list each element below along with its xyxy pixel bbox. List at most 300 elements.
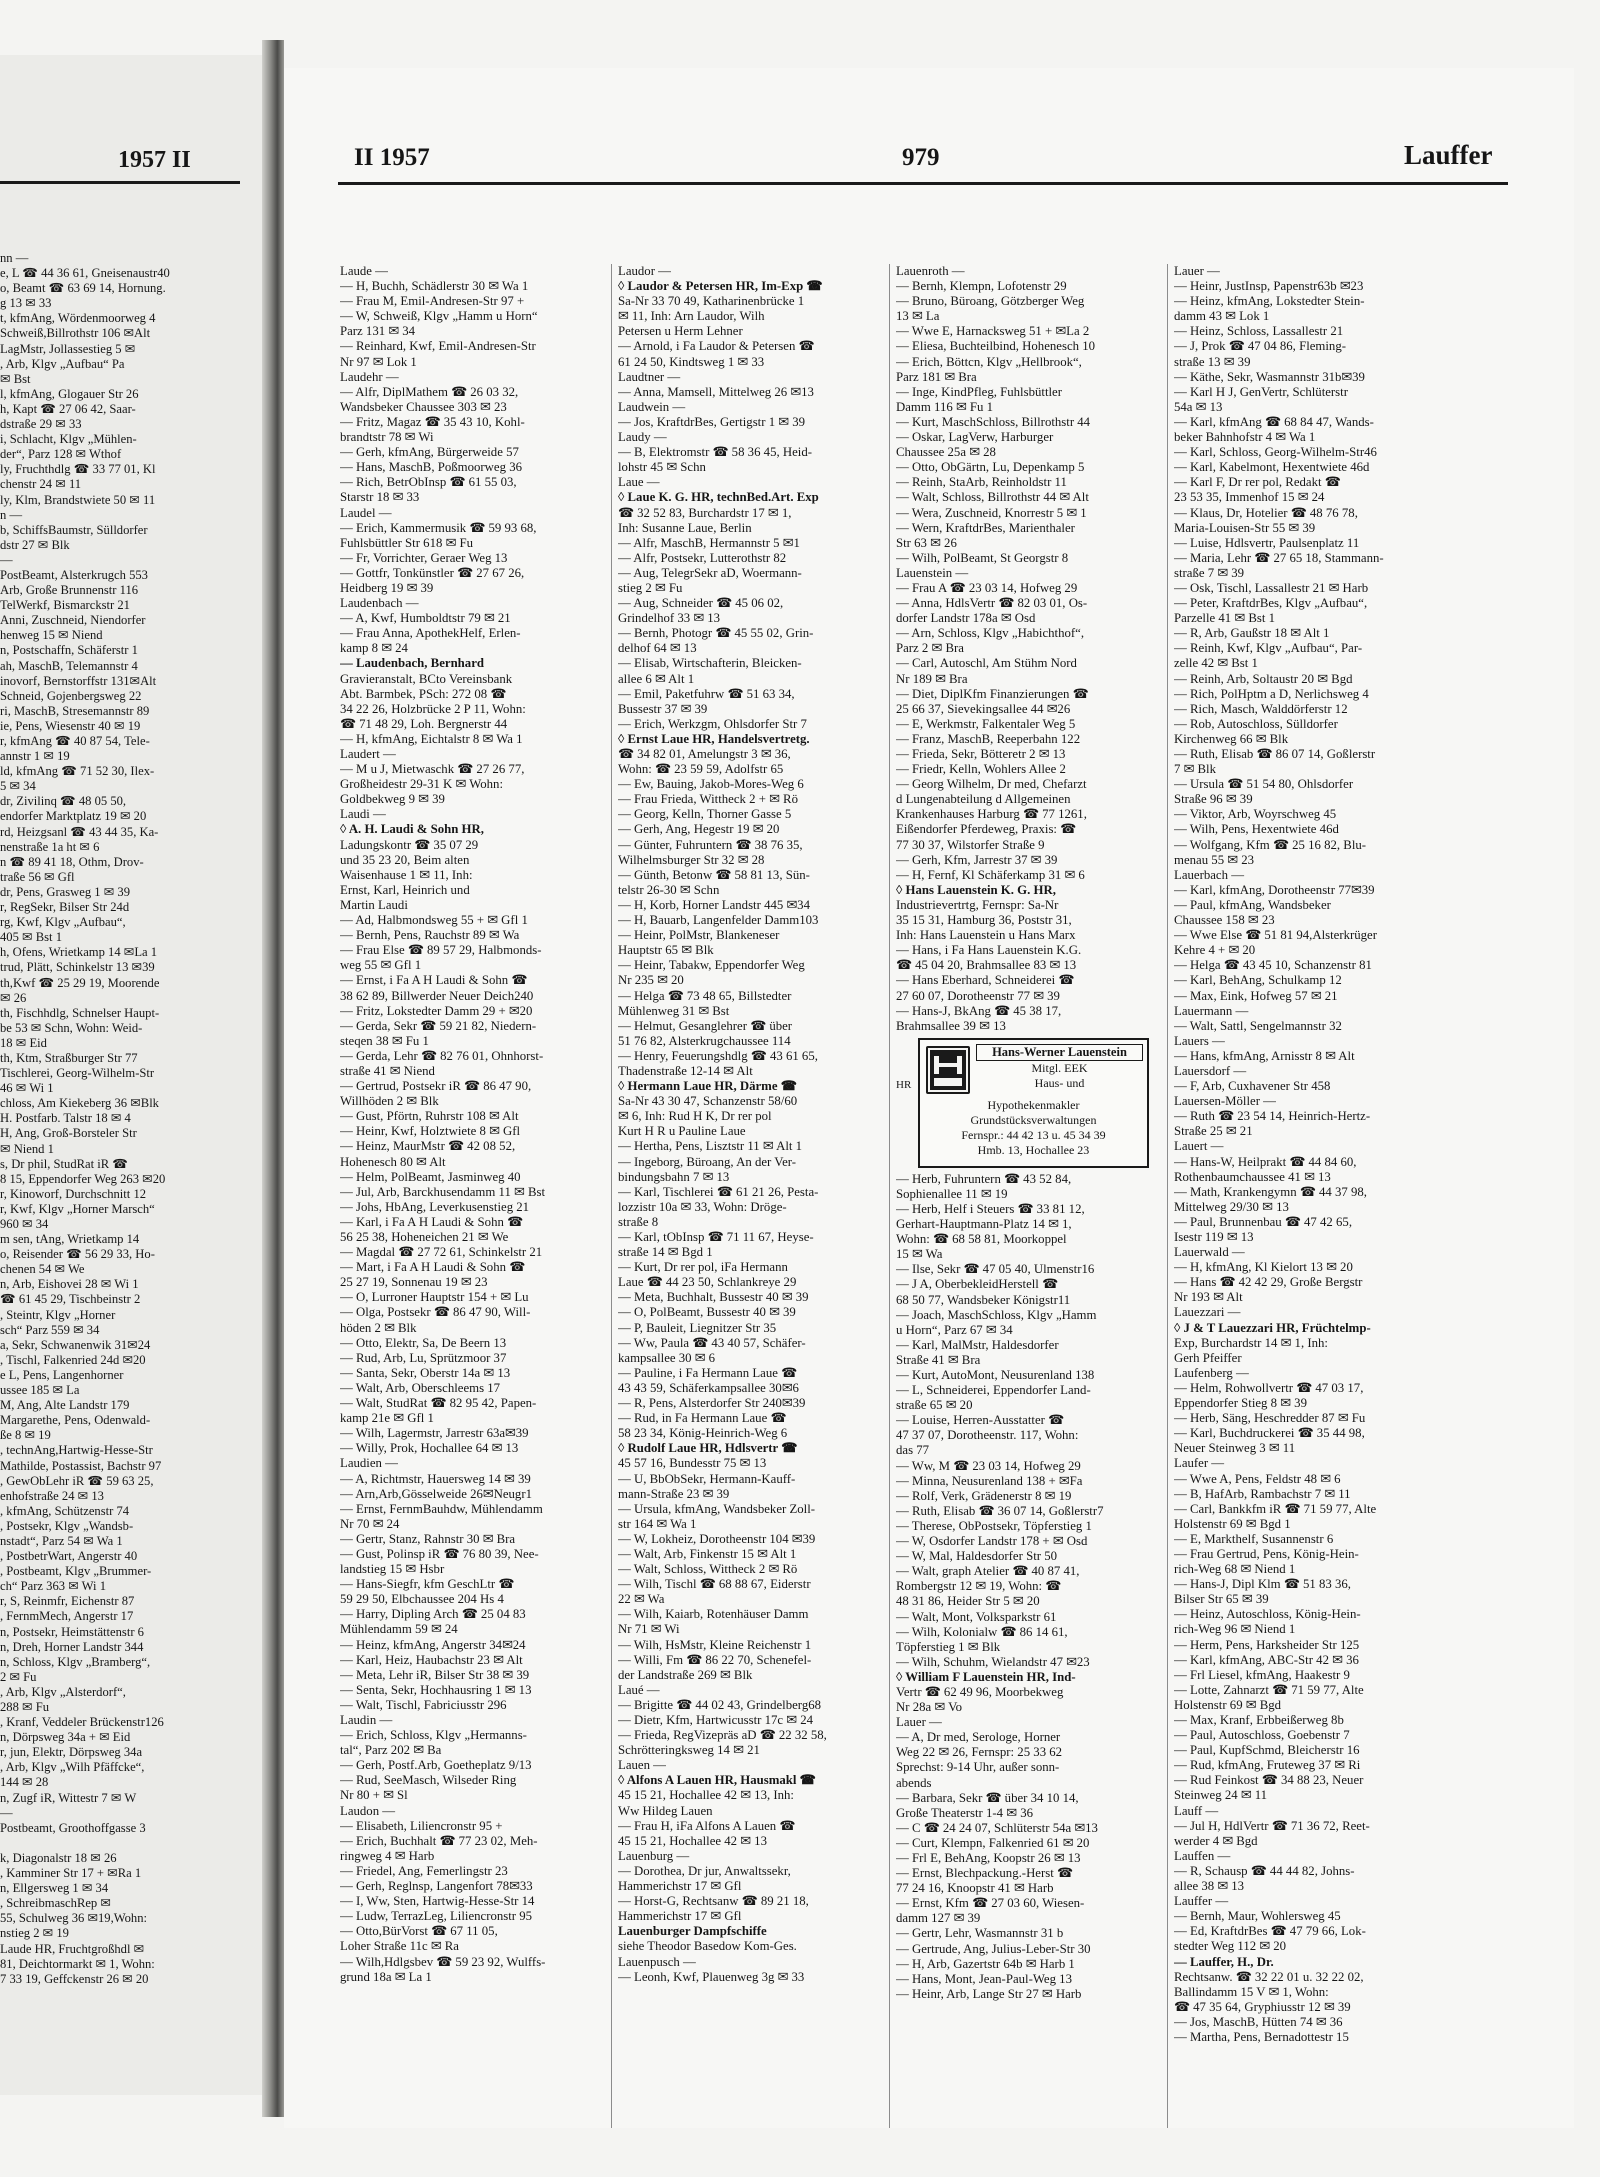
directory-entry-line: — Karl, Heiz, Haubachstr 23 ✉ Alt <box>340 1652 523 1667</box>
directory-entry-line: , Arb, Klgv „Alsterdorf“, <box>0 1684 126 1699</box>
directory-entry-line: — Dietr, Kfm, Hartwicusstr 17c ✉ 24 <box>618 1713 814 1727</box>
directory-entry-line: — Ruth, Elisab ☎ 36 07 14, Goßlerstr7 <box>896 1503 1104 1518</box>
directory-entry-line: — Joach, MaschSchloss, Klgv „Hamm <box>896 1307 1097 1322</box>
directory-entry-line: e L, Pens, Langenhorner <box>0 1367 124 1382</box>
directory-entry-line: th, Ktm, Straßburger Str 77 <box>0 1050 138 1065</box>
directory-entry-line: — Elisab, Wirtschafterin, Bleicken- <box>618 656 802 671</box>
directory-entry-line: 35 15 31, Hamburg 36, Poststr 31, <box>896 913 1072 928</box>
directory-entry-line: — Heinz, Schloss, Lassallestr 21 <box>1174 324 1344 339</box>
directory-entry-line: ✉ Niend 1 <box>0 1141 54 1156</box>
column-3-entries-top <box>896 264 1158 1034</box>
directory-entry-line: ly, Fruchthdlg ☎ 33 77 01, Kl <box>0 462 156 477</box>
directory-entry-line: ie, Pens, Wiesenstr 40 ✉ 19 <box>0 718 141 733</box>
directory-entry-line: tal“, Parz 202 ✉ Ba <box>340 1743 442 1758</box>
directory-entry-line: — W, Osdorfer Landstr 178 + ✉ Osd <box>896 1534 1088 1549</box>
directory-entry-line: — Senta, Sekr, Hochhausring 1 ✉ 13 <box>340 1682 532 1697</box>
directory-entry-line: — Wera, Zuschneid, Knorrestr 5 ✉ 1 <box>896 505 1087 520</box>
directory-entry-line: — Frau Anna, ApothekHelf, Erlen- <box>340 626 521 641</box>
page-number: 979 <box>902 144 940 171</box>
directory-entry-line: Laude — <box>340 264 388 278</box>
directory-entry-line: — Diet, DiplKfm Finanzierungen ☎ <box>896 686 1089 701</box>
directory-entry-line: Nr 97 ✉ Lok 1 <box>340 354 417 369</box>
directory-entry-line: — Heinr, PolMstr, Blankeneser <box>618 928 780 943</box>
directory-entry-line: — Rolf, Verk, Grädenerstr 8 ✉ 19 <box>896 1488 1072 1503</box>
directory-entry-line: — Frl Liesel, kfmAng, Haakestr 9 <box>1174 1667 1350 1682</box>
directory-entry-line: ◊ Laudor & Petersen HR, Im-Exp ☎ <box>618 279 823 294</box>
directory-entry-line: ✉ Bst <box>0 371 31 386</box>
directory-entry-line: — H, Buchh, Schädlerstr 30 ✉ Wa 1 <box>340 279 529 294</box>
directory-entry-line: ☎ 32 52 83, Burchardstr 17 ✉ 1, <box>618 505 792 520</box>
directory-entry-line: nstieg 2 ✉ 19 <box>0 1926 69 1941</box>
directory-entry-line: — O, Lurroner Hauptstr 154 + ✉ Lu <box>340 1290 529 1305</box>
directory-entry-line: — Heinr, JustInsp, Papenstr63b ✉23 <box>1174 279 1364 294</box>
directory-entry-line: — Gerda, Sekr ☎ 59 21 82, Niedern- <box>340 1018 537 1033</box>
directory-entry-line: — Luise, Hdlsvertr, Paulsenplatz 11 <box>1174 535 1360 550</box>
directory-entry-line: ◊ Hans Lauenstein K. G. HR, <box>896 882 1056 897</box>
directory-entry-line: 68 50 77, Wandsbeker Königstr11 <box>896 1292 1071 1307</box>
directory-entry-line: — Bernh, Photogr ☎ 45 55 02, Grin- <box>618 626 814 641</box>
directory-entry-line: Nr 193 ✉ Alt <box>1174 1290 1243 1305</box>
directory-entry-line: — Osk, Tischl, Lassallestr 21 ✉ Harb <box>1174 580 1369 595</box>
directory-entry-line: 48 31 86, Heider Str 5 ✉ 20 <box>896 1594 1040 1609</box>
directory-entry-line: t, kfmAng, Wördenmoorweg 4 <box>0 311 156 326</box>
directory-entry-line: 288 ✉ Fu <box>0 1700 50 1714</box>
directory-entry-line: — Günth, Betonw ☎ 58 81 13, Sün- <box>618 867 810 882</box>
directory-entry-line: — Walt, StudRat ☎ 82 95 42, Papen- <box>340 1396 537 1411</box>
directory-entry-line: — Gust, Pförtn, Ruhrstr 108 ✉ Alt <box>340 1109 519 1124</box>
directory-entry-line: — Rich, BetrObInsp ☎ 61 55 03, <box>340 475 517 490</box>
directory-entry-line: — Karl, Schloss, Georg-Wilhelm-Str46 <box>1174 445 1377 460</box>
directory-entry-line: — Walt, Sattl, Sengelmannstr 32 <box>1174 1018 1342 1033</box>
directory-entry-line: Laudel — <box>340 505 392 520</box>
directory-entry-line: — Gertr, Lehr, Wasmannstr 31 b <box>896 1926 1064 1941</box>
directory-entry-line: — Rud Feinkost ☎ 34 88 23, Neuer <box>1174 1773 1364 1788</box>
directory-entry-line: — Heinr, Kwf, Holztwiete 8 ✉ Gfl <box>340 1124 521 1139</box>
directory-entry-line: Laue — <box>618 475 660 490</box>
directory-entry-line: Straße 41 ✉ Bra <box>896 1352 981 1367</box>
directory-entry-line: — Wilh, Kolonialw ☎ 86 14 61, <box>896 1624 1068 1639</box>
directory-entry-line: abends <box>896 1775 932 1790</box>
directory-entry-line: Nr 70 ✉ 24 <box>340 1516 400 1531</box>
directory-entry-line: rich-Weg 96 ✉ Niend 1 <box>1174 1622 1296 1637</box>
directory-entry-line: — Rud, SeeMasch, Wilseder Ring <box>340 1773 517 1788</box>
directory-entry-line: dstr 27 ✉ Blk <box>0 537 70 552</box>
directory-entry-line: — Karl, BehAng, Schulkamp 12 <box>1174 973 1342 988</box>
directory-entry-line: Ballindamm 15 V ✉ 1, Wohn: <box>1174 1984 1329 1999</box>
directory-entry-line: — Magdal ☎ 27 72 61, Schinkelstr 21 <box>340 1245 543 1260</box>
directory-entry-line: Nr 80 + ✉ Sl <box>340 1788 408 1803</box>
realtor-logo-icon <box>926 1046 970 1094</box>
directory-entry-line: steqen 38 ✉ Fu 1 <box>340 1033 429 1048</box>
directory-entry-line: Goldbekweg 9 ✉ 39 <box>340 792 445 807</box>
directory-entry-line: ri, MaschB, Stresemannstr 89 <box>0 703 150 718</box>
directory-entry-line: PostBeamt, Alsterkrugch 553 <box>0 567 148 582</box>
directory-entry-line: — Wilh, Schuhm, Wielandstr 47 ✉23 <box>896 1654 1090 1669</box>
column-divider <box>889 264 890 2128</box>
directory-entry-line: — Kurt, Dr rer pol, iFa Hermann <box>618 1260 788 1275</box>
directory-entry-line: — Willy, Prok, Hochallee 64 ✉ 13 <box>340 1441 519 1456</box>
directory-entry-line: — Helmut, Gesanglehrer ☎ über <box>618 1018 793 1033</box>
directory-entry-line: — Helm, PolBeamt, Jasminweg 40 <box>340 1169 521 1184</box>
directory-entry-line: Damm 116 ✉ Fu 1 <box>896 399 993 414</box>
directory-entry-line: — Kurt, MaschSchloss, Billrothstr 44 <box>896 414 1091 429</box>
directory-entry-line: Str 63 ✉ 26 <box>896 535 957 550</box>
directory-entry-line: Lauenroth — <box>896 264 965 278</box>
directory-entry-line: th,Kwf ☎ 25 29 19, Moorende <box>0 975 160 990</box>
directory-entry-line: — Karl, i Fa A H Laudi & Sohn ☎ <box>340 1214 524 1229</box>
directory-entry-line: — Wilh, HsMstr, Kleine Reichenstr 1 <box>618 1637 812 1652</box>
directory-entry-line: ◊ Hermann Laue HR, Därme ☎ <box>618 1079 797 1094</box>
directory-entry-line: — Wilh, Tischl ☎ 68 88 67, Eiderstr <box>618 1577 811 1592</box>
directory-entry-line: — Alfr, MaschB, Hermannstr 5 ✉1 <box>618 535 800 550</box>
directory-entry-line: dr, Zivilinq ☎ 48 05 50, <box>0 794 127 809</box>
directory-entry-line: straße 8 <box>618 1214 659 1229</box>
directory-entry-line: — Jos, MaschB, Hütten 74 ✉ 36 <box>1174 2014 1343 2029</box>
directory-entry-line: — R, Pens, Alsterdorfer Str 240✉39 <box>618 1396 806 1411</box>
directory-entry-line: Hohenesch 80 ✉ Alt <box>340 1154 446 1169</box>
directory-entry-line: Lauffer — <box>1174 1894 1229 1909</box>
directory-entry-line: — Rud, kfmAng, Fruteweg 37 ✉ Ri <box>1174 1758 1361 1773</box>
directory-entry-line: Nr 189 ✉ Bra <box>896 671 968 686</box>
directory-entry-line: straße 7 ✉ 39 <box>1174 565 1245 580</box>
directory-entry-line: Steinweg 24 ✉ 11 <box>1174 1788 1268 1803</box>
directory-entry-line: , GewObLehr iR ☎ 59 63 25, <box>0 1473 154 1488</box>
directory-entry-line: Lauers — <box>1174 1033 1225 1048</box>
directory-entry-line: Lauezzari — <box>1174 1305 1241 1320</box>
directory-entry-line: 7 ✉ Blk <box>1174 762 1217 777</box>
directory-entry-line: — Max, Kranf, Erbbeißerweg 8b <box>1174 1713 1344 1727</box>
directory-entry-line: Kehre 4 + ✉ 20 <box>1174 943 1256 958</box>
directory-entry-line: Laudi — <box>340 807 386 822</box>
directory-entry-line: — W, Lokheiz, Dorotheenstr 104 ✉39 <box>618 1531 816 1546</box>
directory-entry-line: Laue ☎ 44 23 50, Schlankreye 29 <box>618 1275 797 1290</box>
directory-entry-line: , kfmAng, Schützenstr 74 <box>0 1503 130 1518</box>
directory-entry-line: ☎ 71 48 29, Loh. Bergnerstr 44 <box>340 716 508 731</box>
directory-entry-line: — Carl, Autoschl, Am Stühm Nord <box>896 656 1077 671</box>
directory-entry-line: n, Dörpsweg 34a + ✉ Eid <box>0 1730 131 1745</box>
directory-entry-line: — Hans-Siegfr, kfm GeschLtr ☎ <box>340 1577 515 1592</box>
directory-entry-line: siehe Theodor Basedow Kom-Ges. <box>618 1939 797 1954</box>
directory-entry-line: Ww Hildeg Lauen <box>618 1803 713 1818</box>
directory-entry-line: — Ed, KraftdrBes ☎ 47 79 66, Lok- <box>1174 1924 1366 1939</box>
directory-entry-line: — Hans, kfmAng, Arnisstr 8 ✉ Alt <box>1174 1048 1355 1063</box>
directory-entry-line: H, Ang, Groß-Borsteler Str <box>0 1126 137 1141</box>
directory-entry-line: kampsallee 30 ✉ 6 <box>618 1350 716 1365</box>
directory-entry-line: Laufer — <box>1174 1456 1225 1471</box>
directory-entry-line: delhof 64 ✉ 13 <box>618 641 697 656</box>
directory-entry-line: — Kurt, AutoMont, Neusurenland 138 <box>896 1368 1095 1382</box>
directory-entry-line: h, Kapt ☎ 27 06 42, Saar- <box>0 401 136 416</box>
directory-entry-line: n, Schloss, Klgv „Bramberg“, <box>0 1654 151 1669</box>
directory-entry-line: — Bernh, Klempn, Lofotenstr 29 <box>896 279 1067 294</box>
directory-entry-line: 405 ✉ Bst 1 <box>0 930 62 945</box>
directory-entry-line: — Heinr, Arb, Lange Str 27 ✉ Harb <box>896 1986 1082 2001</box>
directory-entry-line: — Willi, Fm ☎ 86 22 70, Schenefel- <box>618 1652 812 1667</box>
directory-entry-line: — P, Bauleit, Liegnitzer Str 35 <box>618 1320 777 1335</box>
directory-entry-line: H. Postfarb. Talstr 18 ✉ 4 <box>0 1111 131 1126</box>
directory-entry-line: Weg 22 ✉ 26, Fernspr: 25 33 62 <box>896 1745 1063 1760</box>
directory-entry-line: nstadt“, Parz 54 ✉ Wa 1 <box>0 1533 123 1548</box>
directory-entry-line: Bilser Str 65 ✉ 39 <box>1174 1592 1269 1607</box>
directory-entry-line: ✉ 6, Inh: Rud H K, Dr rer pol <box>618 1109 772 1124</box>
directory-entry-line: — F, Arb, Cuxhavener Str 458 <box>1174 1079 1331 1094</box>
directory-entry-line: Lauer — <box>896 1715 942 1730</box>
column-divider <box>611 264 612 2128</box>
directory-entry-line: — Ww, Paula ☎ 43 40 57, Schäfer- <box>618 1335 806 1350</box>
directory-entry-line: — Hans, i Fa Hans Lauenstein K.G. <box>896 943 1082 958</box>
directory-entry-line: — Otto,BürVorst ☎ 67 11 05, <box>340 1924 498 1939</box>
directory-entry-line: — Peter, KraftdrBes, Klgv „Aufbau“, <box>1174 596 1368 611</box>
directory-entry-line: — Wilh, Pens, Hexentwiete 46d <box>1174 822 1339 837</box>
directory-entry-line: Anni, Zuschneid, Niendorfer <box>0 613 146 628</box>
directory-entry-line: be 53 ✉ Schn, Wohn: Weid- <box>0 1020 143 1035</box>
directory-entry-line: 23 53 35, Immenhof 15 ✉ 24 <box>1174 490 1325 505</box>
column-divider <box>1167 264 1168 2128</box>
directory-entry-line: , Postbeamt, Klgv „Brummer- <box>0 1564 152 1579</box>
directory-entry-line: Laudin — <box>340 1713 393 1727</box>
directory-entry-line: — Arn, Schloss, Klgv „Habichthof“, <box>896 626 1085 641</box>
directory-entry-line: Nr 71 ✉ Wi <box>618 1622 680 1637</box>
directory-entry-line: — Jul H, HdlVertr ☎ 71 36 72, Reet- <box>1174 1818 1370 1833</box>
directory-entry-line: — Rud, in Fa Hermann Laue ☎ <box>618 1411 787 1426</box>
directory-entry-line: — Erich, Schloss, Klgv „Hermanns- <box>340 1728 527 1743</box>
directory-entry-line: dstraße 29 ✉ 33 <box>0 417 82 432</box>
directory-entry-line: — Alfr, DiplMathem ☎ 26 03 32, <box>340 384 519 399</box>
directory-entry-line: brandtstr 78 ✉ Wi <box>340 430 434 445</box>
directory-entry-line: — Hans ☎ 42 42 29, Große Bergstr <box>1174 1275 1363 1290</box>
directory-entry-line: trud, Plätt, Schinkelstr 13 ✉39 <box>0 960 155 975</box>
directory-entry-line: — Reinh, Arb, Soltaustr 20 ✉ Bgd <box>1174 671 1353 686</box>
directory-entry-line: — Louise, Herren-Ausstatter ☎ <box>896 1413 1065 1428</box>
right-page <box>284 68 1574 2128</box>
directory-entry-line: n, Ellgersweg 1 ✉ 34 <box>0 1881 109 1896</box>
directory-entry-line: Maria-Louisen-Str 55 ✉ 39 <box>1174 520 1316 535</box>
directory-entry-line <box>0 1836 250 1851</box>
directory-entry-line: — Frau M, Emil-Andresen-Str 97 + <box>340 294 525 309</box>
directory-entry-line: Rombergstr 12 ✉ 19, Wohn: ☎ <box>896 1579 1062 1594</box>
directory-entry-line: Rothenbaumchaussee 41 ✉ 13 <box>1174 1169 1331 1184</box>
directory-entry-line: — Paul, Autoschloss, Goebenstr 7 <box>1174 1728 1350 1743</box>
directory-entry-line: Parzelle 41 ✉ Bst 1 <box>1174 611 1275 626</box>
directory-entry-line: lozzistr 10a ✉ 33, Wohn: Dröge- <box>618 1199 787 1214</box>
ad-line-3: Hypothekenmakler <box>987 1097 1080 1112</box>
directory-entry-line: menau 55 ✉ 23 <box>1174 852 1255 867</box>
directory-entry-line: — Hans, Mont, Jean-Paul-Weg 13 <box>896 1971 1072 1986</box>
book-gutter <box>262 40 284 2117</box>
directory-entry-line: Gravieranstalt, BCto Vereinsbank <box>340 671 513 686</box>
directory-entry-line: Lauffen — <box>1174 1848 1231 1863</box>
ad-line-1: Mitgl. EEK <box>1031 1060 1088 1075</box>
directory-entry-line: — Erich, Kammermusik ☎ 59 93 68, <box>340 520 537 535</box>
directory-entry-line: — Helm, Rohwollvertr ☎ 47 03 17, <box>1174 1380 1364 1395</box>
directory-entry-line: und 35 23 20, Beim alten <box>340 852 470 867</box>
directory-entry-line: h, Ofens, Wrietkamp 14 ✉La 1 <box>0 945 158 960</box>
directory-entry-line: — Gertr, Stanz, Rahnstr 30 ✉ Bra <box>340 1531 516 1546</box>
directory-entry-line: — Walt, graph Atelier ☎ 40 87 41, <box>896 1564 1080 1579</box>
directory-entry-line: n — <box>0 507 23 522</box>
directory-column-4 <box>1174 264 1446 2128</box>
directory-entry-line: — Wwe E, Harnacksweg 51 + ✉La 2 <box>896 324 1090 339</box>
directory-entry-line: , Arb, Klgv „Wilh Pfäffcke“, <box>0 1760 145 1775</box>
directory-entry-line: u Horn“, Parz 67 ✉ 34 <box>896 1322 1013 1337</box>
directory-entry-line: nenstraße 1a ht ✉ 6 <box>0 839 100 854</box>
directory-entry-line: — Rud, Arb, Lu, Sprützmoor 37 <box>340 1350 507 1365</box>
directory-entry-line: Willhöden 2 ✉ Blk <box>340 1094 439 1109</box>
directory-entry-line: 144 ✉ 28 <box>0 1775 49 1790</box>
directory-entry-line: — Frau Gertrud, Pens, König-Hein- <box>1174 1546 1359 1561</box>
directory-entry-line: — H, Arb, Gazertstr 64b ✉ Harb 1 <box>896 1956 1075 1971</box>
directory-entry-line: — Heinz, Autoschloss, König-Hein- <box>1174 1607 1361 1622</box>
directory-entry-line: — Hertha, Pens, Lisztstr 11 ✉ Alt 1 <box>618 1139 803 1154</box>
directory-entry-line: — Gerh, Postf.Arb, Goetheplatz 9/13 <box>340 1758 532 1773</box>
directory-entry-line: henweg 15 ✉ Niend <box>0 628 103 643</box>
directory-entry-line: — Inge, KindPfleg, Fuhlsbüttler <box>896 384 1062 399</box>
directory-entry-line: Postbeamt, Groothoffgasse 3 <box>0 1820 146 1835</box>
directory-entry-line: 8 15, Eppendorfer Weg 263 ✉20 <box>0 1171 166 1186</box>
ad-title: Hans-Werner Lauenstein <box>976 1044 1143 1061</box>
directory-entry-line: r, RegSekr, Bilser Str 24d <box>0 900 130 915</box>
directory-entry-line: Lauersdorf — <box>1174 1063 1247 1078</box>
directory-entry-line: Straße 96 ✉ 39 <box>1174 792 1253 807</box>
directory-entry-line: 81, Deichtormarkt ✉ 1, Wohn: <box>0 1956 155 1971</box>
directory-entry-line: — Frau A ☎ 23 03 14, Hofweg 29 <box>896 580 1078 595</box>
directory-column-2 <box>618 264 880 2128</box>
column-3-entries-bottom <box>896 1172 1158 2002</box>
directory-entry-line: — Fritz, Magaz ☎ 35 43 10, Kohl- <box>340 414 525 429</box>
directory-entry-line: — Henry, Feuerungshdlg ☎ 43 61 65, <box>618 1048 818 1063</box>
directory-entry-line: k, Diagonalstr 18 ✉ 26 <box>0 1850 117 1865</box>
directory-entry-line: Industrievertrtg, Fernspr: Sa-Nr <box>896 897 1059 912</box>
directory-entry-line: Töpferstieg 1 ✉ Blk <box>896 1639 1001 1654</box>
directory-entry-line: — Wern, KraftdrBes, Marienthaler <box>896 520 1075 535</box>
directory-entry-line: straße 65 ✉ 20 <box>896 1398 973 1413</box>
directory-entry-line: — Karl, kfmAng, Dorotheenstr 77✉39 <box>1174 882 1375 897</box>
directory-entry-line: Wilhelmsburger Str 32 ✉ 28 <box>618 852 765 867</box>
directory-entry-line: — Wilh, PolBeamt, St Georgstr 8 <box>896 550 1069 565</box>
directory-entry-line: Lauert — <box>1174 1139 1224 1154</box>
directory-entry-line: — Lotte, Zahnarzt ☎ 71 59 77, Alte <box>1174 1682 1364 1697</box>
directory-entry-line: , PostbetrWart, Angerstr 40 <box>0 1549 138 1564</box>
directory-entry-line: 25 66 37, Sievekingsallee 44 ✉26 <box>896 701 1071 716</box>
directory-entry-line: Mittelweg 29/30 ✉ 13 <box>1174 1199 1289 1214</box>
directory-entry-line: — Math, Krankengymn ☎ 44 37 98, <box>1174 1184 1367 1199</box>
directory-entry-line: der“, Parz 128 ✉ Wthof <box>0 447 122 462</box>
directory-entry-line: l, kfmAng, Glogauer Str 26 <box>0 386 139 401</box>
directory-entry-line: Laudwein — <box>618 399 686 414</box>
directory-entry-line: Chaussee 25a ✉ 28 <box>896 445 996 460</box>
directory-entry-line: — W, Schweiß, Klgv „Hamm u Horn“ <box>340 309 538 324</box>
directory-entry-line: 15 ✉ Wa <box>896 1247 943 1262</box>
directory-entry-line: — Karl, kfmAng ☎ 68 84 47, Wands- <box>1174 414 1374 429</box>
directory-entry-line: ✉ 11, Inh: Arn Laudor, Wilh <box>618 309 765 324</box>
directory-entry-line: — Emil, Paketfuhrw ☎ 51 63 34, <box>618 686 795 701</box>
directory-entry-line: — Gerh, kfmAng, Bürgerweide 57 <box>340 445 519 460</box>
directory-entry-line: 56 25 38, Hoheneichen 21 ✉ We <box>340 1230 509 1244</box>
directory-entry-line: Gerh Pfeiffer <box>1174 1350 1242 1365</box>
directory-entry-line: 59 29 50, Elbchaussee 204 Hs 4 <box>340 1592 504 1607</box>
directory-entry-line: — Dorothea, Dr jur, Anwaltssekr, <box>618 1863 791 1878</box>
directory-entry-line: ◊ Ernst Laue HR, Handelsvertretg. <box>618 731 810 746</box>
directory-entry-line: — Arn,Arb,Gösselweide 26✉Neugr1 <box>340 1486 532 1501</box>
directory-entry-line: Laufenberg — <box>1174 1365 1249 1380</box>
directory-entry-line: Schneid, Gojenbergsweg 22 <box>0 688 142 703</box>
directory-entry-line: Fuhlsbüttler Str 618 ✉ Fu <box>340 535 474 550</box>
directory-entry-line: 55, Schulweg 36 ✉19,Wohn: <box>0 1911 148 1926</box>
directory-entry-line: n, Arb, Eishovei 28 ✉ Wi 1 <box>0 1277 139 1292</box>
directory-entry-line: Laudert — <box>340 747 396 761</box>
directory-entry-line: rg, Kwf, Klgv „Aufbau“, <box>0 915 126 930</box>
directory-entry-line: Sophienallee 11 ✉ 19 <box>896 1186 1008 1201</box>
directory-entry-line: Vertr ☎ 62 49 96, Moorbekweg <box>896 1684 1064 1699</box>
directory-entry-line: Chaussee 158 ✉ 23 <box>1174 913 1275 928</box>
directory-entry-line: — Hans-J, BkAng ☎ 45 38 17, <box>896 1003 1062 1018</box>
directory-entry-line: — Minna, Neusurenland 138 + ✉Fa <box>896 1473 1083 1488</box>
directory-entry-line: — A, Richtmstr, Hauersweg 14 ✉ 39 <box>340 1471 531 1486</box>
directory-entry-line: — Ernst, Blechpackung.-Herst ☎ <box>896 1866 1073 1881</box>
directory-entry-line: Kurt H R u Pauline Laue <box>618 1124 746 1139</box>
directory-entry-line: — Frieda, RegVizepräs aD ☎ 22 32 58, <box>618 1728 827 1743</box>
directory-entry-line: 51 76 82, Alsterkrugchaussee 114 <box>618 1033 791 1048</box>
directory-entry-line: — B, HafArb, Rambachstr 7 ✉ 11 <box>1174 1486 1351 1501</box>
directory-entry-line: Lauerbach — <box>1174 867 1244 882</box>
directory-entry-line: 45 15 21, Hochallee 42 ✉ 13 <box>618 1833 767 1848</box>
directory-entry-line: , Kranf, Veddeler Brückenstr126 <box>0 1715 164 1730</box>
directory-entry-line: Rechtsanw. ☎ 32 22 01 u. 32 22 02, <box>1174 1969 1364 1984</box>
directory-entry-line: rd, Heizgsanl ☎ 43 44 35, Ka- <box>0 824 159 839</box>
directory-entry-line: n ☎ 89 41 18, Othm, Drov- <box>0 854 144 869</box>
directory-entry-line: — A, Kwf, Humboldtstr 79 ✉ 21 <box>340 611 511 626</box>
directory-entry-line: n, Postsekr, Heimstättenstr 6 <box>0 1624 144 1639</box>
ad-body-text <box>926 1098 1141 1158</box>
directory-entry-line: th, Fischhdlg, Schnelser Haupt- <box>0 1005 160 1020</box>
directory-entry-line: ☎ 34 82 01, Amelungstr 3 ✉ 36, <box>618 747 791 761</box>
directory-entry-line: Krankenhauses Harburg ☎ 77 1261, <box>896 807 1087 822</box>
directory-entry-line: — Herb, Fuhruntern ☎ 43 52 84, <box>896 1171 1072 1186</box>
left-header-rule <box>0 181 240 184</box>
directory-entry-line: Sa-Nr 43 30 47, Schanzenstr 58/60 <box>618 1094 798 1109</box>
directory-entry-line: Starstr 18 ✉ 33 <box>340 490 420 505</box>
directory-entry-line: — Martha, Pens, Bernadottestr 15 <box>1174 2029 1349 2044</box>
directory-entry-line: — Ruth ☎ 23 54 14, Heinrich-Hertz- <box>1174 1109 1371 1124</box>
directory-entry-line: str 164 ✉ Wa 1 <box>618 1516 697 1531</box>
ad-header-text <box>976 1044 1143 1091</box>
directory-entry-line: 77 30 37, Wilstorfer Straße 9 <box>896 837 1045 852</box>
directory-entry-line: Inh: Hans Lauenstein u Hans Marx <box>896 928 1076 943</box>
directory-entry-line: — J A, OberbekleidHerstell ☎ <box>896 1277 1059 1292</box>
directory-entry-line: Kirchenweg 66 ✉ Blk <box>1174 731 1289 746</box>
directory-entry-line: Laude HR, Fruchtgroßhdl ✉ <box>0 1941 145 1956</box>
directory-entry-line: kamp 8 ✉ 24 <box>340 641 408 656</box>
directory-entry-line: ☎ 47 35 64, Gryphiusstr 12 ✉ 39 <box>1174 1999 1351 2014</box>
directory-entry-line: 38 62 89, Billwerder Neuer Deich240 <box>340 988 534 1003</box>
directory-entry-line: — Heinz, kfmAng, Angerstr 34✉24 <box>340 1637 526 1652</box>
directory-entry-line: r, Kinoworf, Durchschnitt 12 <box>0 1186 147 1201</box>
directory-entry-line: r, jun, Elektr, Dörpsweg 34a <box>0 1745 143 1760</box>
directory-entry-line: weg 55 ✉ Gfl 1 <box>340 958 422 973</box>
directory-entry-line: — Ww, M ☎ 23 03 14, Hofweg 29 <box>896 1458 1081 1473</box>
directory-entry-line: Nr 28a ✉ Vo <box>896 1700 963 1715</box>
ad-line-2: Haus- und <box>1034 1075 1085 1090</box>
directory-entry-line: Hauptstr 65 ✉ Blk <box>618 943 714 958</box>
directory-entry-line: — Franz, MaschB, Reeperbahn 122 <box>896 731 1081 746</box>
directory-entry-line: annstr 1 ✉ 19 <box>0 749 70 764</box>
directory-entry-line: damm 127 ✉ 39 <box>896 1911 981 1926</box>
directory-entry-line: d Lungenabteilung d Allgemeinen <box>896 792 1071 807</box>
directory-entry-line: — Walt, Schloss, Billrothstr 44 ✉ Alt <box>896 490 1089 505</box>
directory-entry-line: — Otto, ObGärtn, Lu, Depenkamp 5 <box>896 460 1085 475</box>
directory-entry-line: — Ernst, Kfm ☎ 27 03 60, Wiesen- <box>896 1896 1085 1911</box>
directory-entry-line: Lauff — <box>1174 1803 1219 1818</box>
